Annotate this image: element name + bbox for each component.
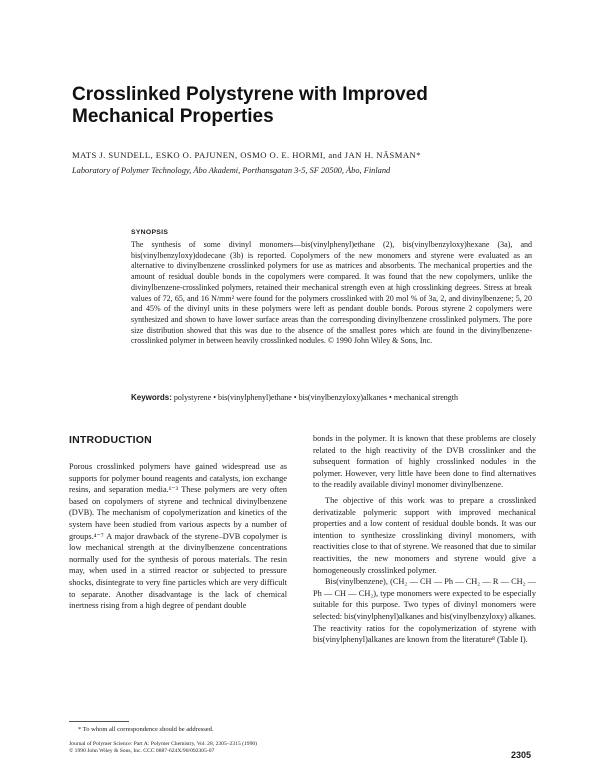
page-number: 2305 [511, 750, 532, 760]
intro-paragraph-1: Porous crosslinked polymers have gained widespread use as supports for polymer bound reagents and catalysts, ion exchange resins, and separation media.¹⁻³ These polymers are very often based on copolymers of styrene and technical divinylbenzene (DVB). The mechanism of copolymerization and kinetics of the system have been studied from various aspects by a number of groups.⁴⁻⁷ A major drawback of the styrene–DVB copolymer is low mechanical strength at the divinylbenzene concentrations normally used for the synthesis of porous materials. The resin may, when used in a stirred reactor or subjected to pressure shocks, disintegrate to very fine particles which are very difficult to separate. Another disadvantage is the lack of chemical inertness rising from a high degree of pendant double [69, 462, 287, 611]
synopsis-paragraph: The synthesis of some divinyl monomers—bis(vinylphenyl)ethane (2), bis(vinylbenzyloxy)hexane (3a), and bis(vinylbenzyloxy)dodecane (3b) is reported. Copolymers of the new monomers and styrene were evaluated as an alternative to divinylbenzene crosslinked polymers for use as matrices and absorbents. The mechanical properties and the amount of residual double bonds in the copolymers were compared. It was found that the new copolymers, unlike the divinylbenzene-crosslinked polymers, retained their mechanical strength even at high crosslinking degrees. Stress at break values of 72, 65, and 16 N/mm² were found for the polymers crosslinked with 20 mol % of 3a, 2, and divinylbenzene; 5, 20 and 45% of the divinyl units in these polymers were left as pendant double bonds. Porous styrene 2 copolymers were synthesized and shown to have lower surface areas than the corresponding divinylbenzene crosslinked polymers. The pore size distribution showed that this was due to the absence of the smallest pores which are found in the divinylbenzene-crosslinked polymer in between heavily crosslinked nodules. © 1990 John Wiley & Sons, Inc. [131, 240, 532, 346]
keywords [131, 393, 532, 404]
section-heading-introduction: INTRODUCTION [69, 434, 152, 446]
right-column [313, 433, 536, 646]
synopsis-text [131, 240, 532, 347]
title-line-2: Mechanical Properties [72, 106, 274, 127]
footnote-divider [69, 721, 129, 722]
title-line-1: Crosslinked Polystyrene with Improved [72, 84, 428, 105]
keywords-list: polystyrene • bis(vinylphenyl)ethane • bis(vinylbenzyloxy)alkanes • mechanical strength [173, 393, 459, 402]
synopsis-heading: SYNOPSIS [131, 229, 169, 236]
intro-paragraph-3: Bis(vinylbenzene), (CH₂ — CH — Ph — CH₂ — R — CH₂ — Ph — CH — CH₂), type monomers were expected to be especially suitable for this purpose. Two types of divinyl monomers were selected: bis(vinylphenyl)alkanes and bis(vinylbenzyloxy) alkanes. The reactivity ratios for the copolymerization of styrene with bis(vinylphenyl)alkanes are known from the literature⁸ (Table I). [313, 577, 536, 645]
journal-line-2: © 1990 John Wiley & Sons, Inc. CCC 0887-624X/90/092305-07 [69, 748, 215, 755]
keywords-label: Keywords: [131, 393, 172, 402]
author-list: MATS J. SUNDELL, ESKO O. PAJUNEN, OSMO O. E. HORMI, and JAN H. NÄSMAN* [72, 150, 421, 160]
article-title [72, 84, 472, 128]
journal-line-1: Journal of Polymer Science: Part A: Polymer Chemistry, Vol. 28, 2305–2315 (1990) [69, 741, 258, 747]
left-column [69, 461, 287, 612]
intro-paragraph-1-cont: bonds in the polymer. It is known that these problems are closely related to the high reactivity of the DVB crosslinker and the subsequent formation of highly crosslinked nodules in the polymer. However, very little have been done to find alternatives to the readily available divinyl monomer divinylbenzene. [313, 434, 536, 490]
footnote: * To whom all correspondence should be addressed. [78, 726, 214, 733]
affiliation: Laboratory of Polymer Technology, Åbo Akademi, Porthansgatan 3-5, SF 20500, Åbo, Finland [72, 166, 391, 175]
intro-paragraph-2: The objective of this work was to prepare a crosslinked derivatizable polymeric support with improved mechanical properties and a low content of residual double bonds. It was our intention to synthesize crosslinking divinyl monomers, with reactivities close to that of styrene. We reasoned that due to similar reactivities, the new monomers and styrene would give a homogeneously crosslinked polymer. [313, 495, 536, 575]
journal-citation [69, 741, 290, 755]
